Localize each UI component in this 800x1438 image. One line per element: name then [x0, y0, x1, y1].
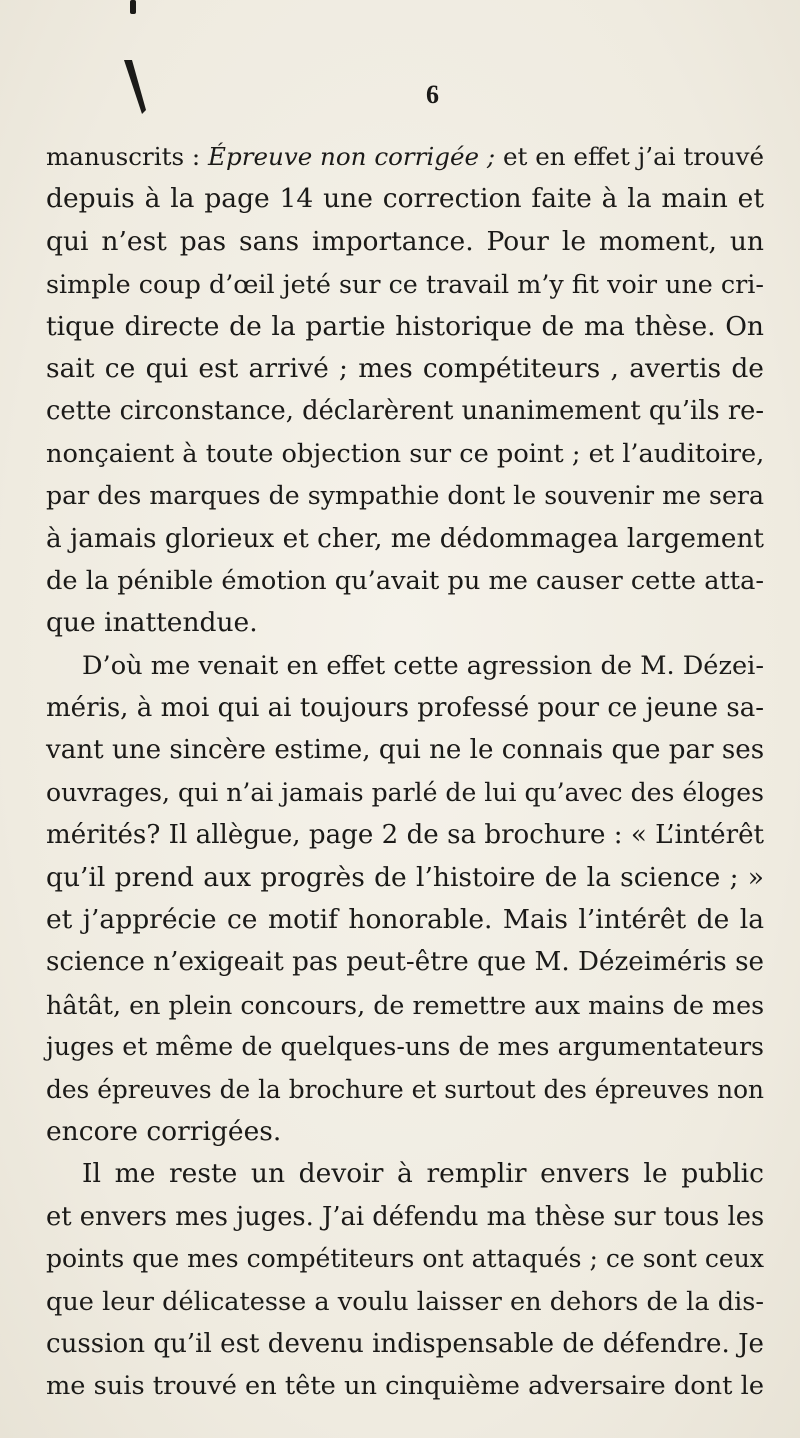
text-line: juges et même de quelques-uns de mes argumentateurs: [46, 1032, 764, 1062]
paragraph-start-line: D’où me venait en effet cette agression de M. Dézei-: [82, 650, 764, 681]
text-line: vant une sincère estime, qui ne le connais que par ses: [46, 735, 765, 766]
text-line: que inattendue.: [46, 607, 258, 639]
text-line: et j’apprécie ce motif honorable. Mais l’intérêt de la: [46, 904, 764, 936]
text-line: méris, à moi qui ai toujours professé pour ce jeune sa-: [46, 693, 764, 724]
text-line: science n’exigeait pas peut-être que M. Dézeiméris se: [46, 947, 764, 978]
emphasis-text: Épreuve non corrigée ;: [208, 142, 496, 171]
text-line: et envers mes juges. J’ai défendu ma thèse sur tous les: [46, 1201, 765, 1232]
text-line: simple coup d’œil jeté sur ce travail m’y fit voir une cri-: [46, 269, 764, 300]
text-line: tique directe de la partie historique de ma thèse. On: [46, 310, 764, 342]
text-line: mérités? Il allègue, page 2 de sa brochure : « L’intérêt: [46, 820, 764, 851]
paragraph-start-line: Il me reste un devoir à remplir envers le public: [82, 1158, 764, 1190]
text-line: me suis trouvé en tête un cinquième adversaire dont le: [46, 1371, 764, 1402]
text-line: points que mes compétiteurs ont attaqués ; ce sont ceux: [46, 1244, 764, 1274]
page-number: 6: [426, 80, 439, 109]
text-line: qui n’est pas sans importance. Pour le moment, un: [46, 225, 764, 257]
text-line: cette circonstance, déclarèrent unanimement qu’ils re-: [46, 396, 764, 427]
ink-slash-mark: [122, 58, 148, 116]
text-line: des épreuves de la brochure et surtout des épreuves non: [46, 1074, 764, 1104]
text-line: encore corrigées.: [46, 1115, 282, 1147]
text-line: par des marques de sympathie dont le souvenir me sera: [46, 481, 764, 511]
text-line: hâtât, en plein concours, de remettre aux mains de mes: [46, 989, 765, 1020]
text-line: nonçaient à toute objection sur ce point ; et l’auditoire,: [46, 438, 765, 469]
text-line: que leur délicatesse a voulu laisser en dehors de la dis-: [46, 1286, 764, 1317]
text-line: de la pénible émotion qu’avait pu me causer cette atta-: [46, 565, 764, 596]
body-text: [46, 136, 764, 1408]
ink-blot-mark: [130, 0, 136, 14]
text-line: qu’il prend aux progrès de l’histoire de la science ; »: [46, 861, 764, 893]
text-line: cussion qu’il est devenu indispensable de défendre. Je: [46, 1328, 764, 1359]
text-line: sait ce qui est arrivé ; mes compétiteurs , avertis de: [46, 352, 764, 384]
text-line: à jamais glorieux et cher, me dédommagea largement: [46, 523, 764, 554]
text-line: depuis à la page 14 une correction faite à la main et: [46, 183, 764, 215]
text-line: ouvrages, qui n’ai jamais parlé de lui qu’avec des éloges: [46, 777, 764, 807]
text-line: manuscrits : Épreuve non corrigée ; et en effet j’ai trouvé: [46, 142, 765, 171]
